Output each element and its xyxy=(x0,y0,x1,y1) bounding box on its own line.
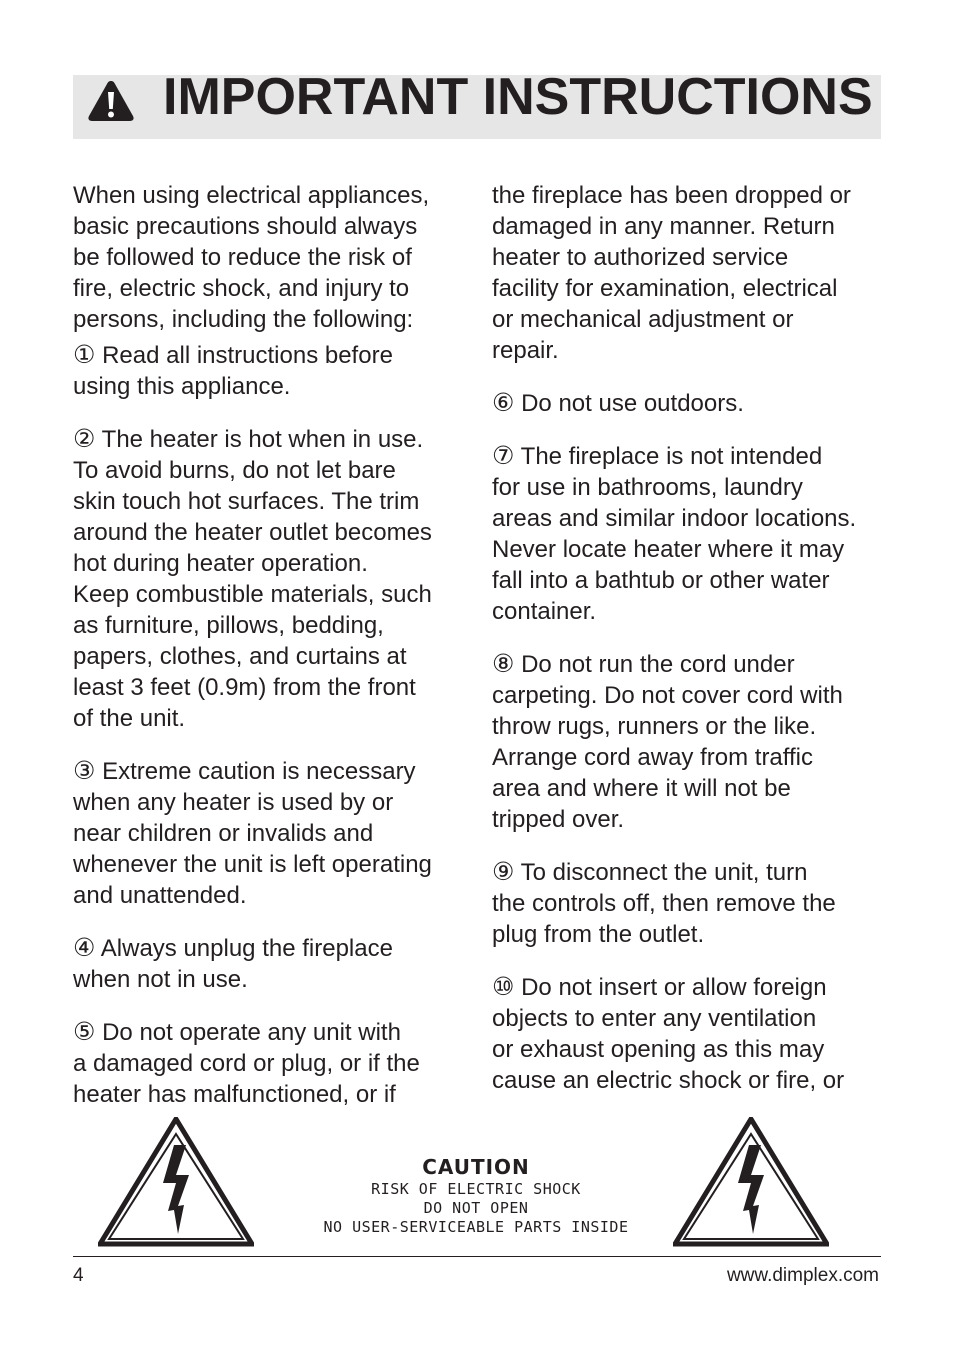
caution-label xyxy=(296,1154,656,1237)
item-text: Always unplug the fireplace when not in use. xyxy=(73,935,393,993)
instruction-item xyxy=(73,339,469,402)
item-number: ① xyxy=(73,340,96,369)
caution-line: RISK OF ELECTRIC SHOCK xyxy=(371,1180,581,1198)
continuation-paragraph: the fireplace has been dropped or damaged in any manner. Return heater to authorized service facility for examination, electrical or mechanical adjustment or repair. xyxy=(492,182,851,364)
item-text: The fireplace is not intended for use in bathrooms, laundry areas and similar indoor locations. Never locate heater where it may fall into a bathtub or other water container. xyxy=(492,443,857,625)
caution-line: DO NOT OPEN xyxy=(423,1199,529,1217)
instruction-item xyxy=(73,932,469,995)
electric-shock-warning-icon xyxy=(673,1117,829,1247)
item-text: Extreme caution is necessary when any heater is used by or near children or invalids and whenever the unit is left operating and unattended. xyxy=(73,758,432,909)
item-number: ⑩ xyxy=(492,972,515,1001)
item-text: To disconnect the unit, turn the controls off, then remove the plug from the outlet. xyxy=(492,859,836,948)
page-title: IMPORTANT INSTRUCTIONS xyxy=(163,68,873,126)
instruction-item xyxy=(492,648,884,835)
website-url: www.dimplex.com xyxy=(726,1265,879,1286)
warning-icon xyxy=(87,79,135,123)
item-number: ⑤ xyxy=(73,1017,96,1046)
item-text: Do not use outdoors. xyxy=(514,390,744,417)
caution-title: CAUTION xyxy=(422,1155,530,1179)
item-text: Do not operate any unit with a damaged cord or plug, or if the heater has malfunctioned, or if xyxy=(73,1019,420,1108)
item-text: The heater is hot when in use. To avoid burns, do not let bare skin touch hot surfaces. The trim around the heater outlet becomes hot during heater operation. Keep combustible materials, such as furniture, pillows, bedding, papers, clothes, and curtains at least 3 feet (0.9m) from the front of the unit. xyxy=(73,426,432,732)
instruction-item xyxy=(73,755,469,911)
left-column xyxy=(73,180,469,1131)
item-number: ⑥ xyxy=(492,388,515,417)
item-number: ② xyxy=(73,424,96,453)
right-column xyxy=(492,180,884,1117)
item-text: Do not insert or allow foreign objects to enter any ventilation or exhaust opening as this may cause an electric shock or fire, or xyxy=(492,974,845,1094)
instruction-item xyxy=(492,856,884,950)
instruction-item xyxy=(73,1016,469,1110)
title-banner xyxy=(73,68,881,139)
intro-paragraph: When using electrical appliances, basic precautions should always be followed to reduce the risk of fire, electric shock, and injury to persons, including the following: xyxy=(73,182,430,333)
item-text: Read all instructions before using this appliance. xyxy=(73,342,393,400)
page-number: 4 xyxy=(73,1265,84,1286)
item-number: ④ xyxy=(73,933,96,962)
item-number: ③ xyxy=(73,756,96,785)
instruction-item xyxy=(492,387,884,419)
item-number: ⑧ xyxy=(492,649,515,678)
item-number: ⑨ xyxy=(492,857,515,886)
caution-line: NO USER-SERVICEABLE PARTS INSIDE xyxy=(323,1218,629,1236)
item-number: ⑦ xyxy=(492,441,515,470)
instruction-item xyxy=(73,423,469,734)
instruction-item xyxy=(492,440,884,627)
footer-divider xyxy=(73,1256,881,1257)
item-text: Do not run the cord under carpeting. Do not cover cord with throw rugs, runners or the like. Arrange cord away from traffic area and where it will not be tripped over. xyxy=(492,651,843,833)
electric-shock-warning-icon xyxy=(98,1117,254,1247)
instruction-item xyxy=(492,971,884,1096)
